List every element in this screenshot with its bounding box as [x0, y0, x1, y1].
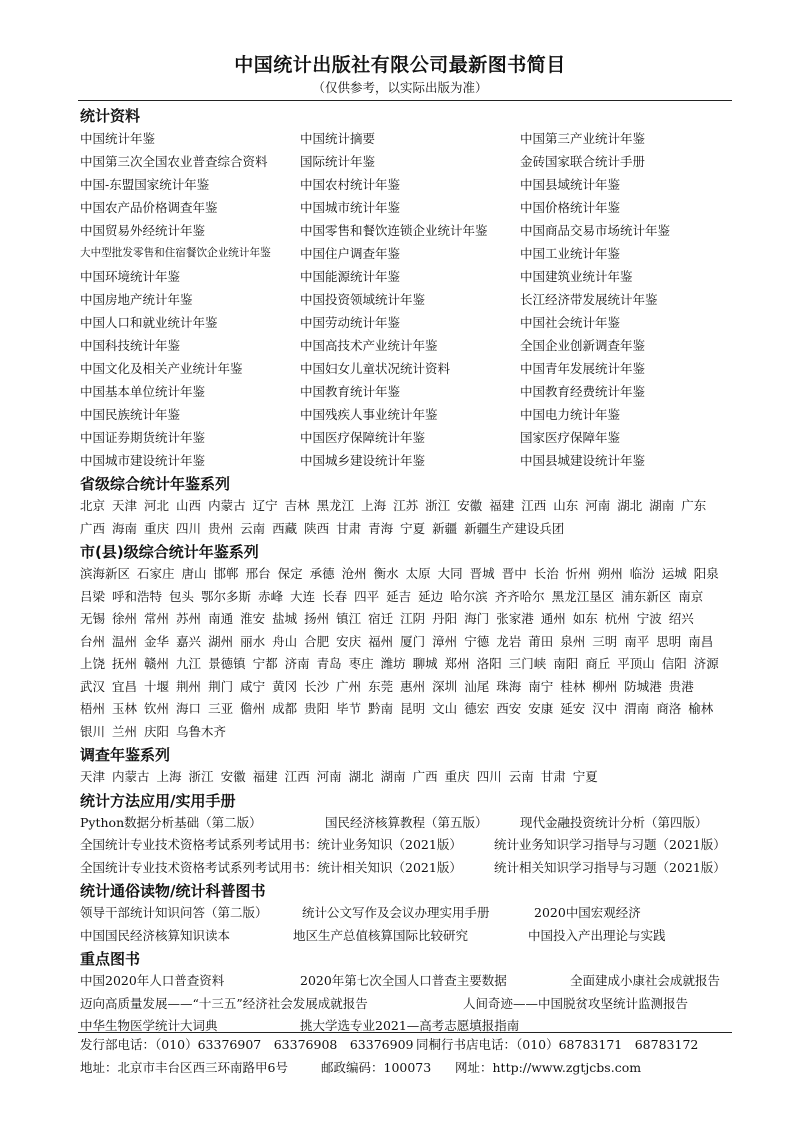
- book-title: 国民经济核算教程（第五版）: [325, 814, 488, 830]
- city-name: 南阳: [553, 656, 579, 671]
- province-name: 山东: [553, 498, 579, 513]
- book-title: 中国县城建设统计年鉴: [520, 453, 646, 468]
- city-name: 四平: [354, 588, 380, 604]
- city-name: 延吉: [386, 588, 412, 604]
- book-title: 金砖国家联合统计手册: [520, 154, 646, 169]
- city-name: 常州: [144, 611, 170, 626]
- city-name: 商丘: [585, 656, 611, 671]
- city-name: 庆阳: [144, 723, 170, 739]
- province-name: 辽宁: [252, 498, 278, 513]
- city-name: 齐齐哈尔: [494, 588, 545, 604]
- city-name: 海门: [464, 611, 490, 626]
- city-name: 宁都: [252, 656, 278, 671]
- footer-website: 网址：http://www.zgtjcbs.com: [455, 1060, 642, 1075]
- city-name: 朔州: [597, 566, 623, 581]
- city-name: 长春: [322, 588, 348, 604]
- city-name: 呼和浩特: [112, 588, 163, 604]
- city-name: 丽水: [240, 633, 266, 649]
- region-name: 上海: [156, 769, 182, 784]
- book-title: 中国国民经济核算知识读本: [80, 927, 231, 943]
- city-name: 济南: [284, 656, 310, 671]
- book-title: 人间奇迹——中国脱贫攻坚统计监测报告: [463, 995, 689, 1011]
- province-name: 陕西: [304, 520, 330, 536]
- book-title: 领导干部统计知识问答（第二版）: [80, 905, 268, 920]
- book-title: 国际统计年鉴: [300, 154, 376, 169]
- book-title: 中国证券期货统计年鉴: [80, 430, 206, 445]
- book-title: 全面建成小康社会成就报告: [570, 973, 721, 988]
- city-name: 昆明: [400, 701, 426, 716]
- book-title: 中国统计摘要: [300, 131, 376, 146]
- province-name: 山西: [176, 498, 202, 513]
- book-title: 中国工业统计年鉴: [520, 246, 621, 261]
- region-name: 天津: [80, 769, 106, 784]
- region-name: 云南: [508, 769, 534, 784]
- book-title: 国家医疗保障年鉴: [520, 430, 621, 445]
- methods-row: [80, 834, 732, 857]
- key-books-row: [80, 970, 732, 993]
- city-name: 贵阳: [304, 701, 330, 716]
- city-name: 钦州: [144, 701, 170, 716]
- province-name: 湖南: [649, 498, 675, 513]
- city-name: 延边: [418, 588, 444, 604]
- province-name: 西藏: [272, 520, 298, 536]
- book-title: 中国高技术产业统计年鉴: [300, 338, 438, 353]
- city-county-list: [80, 563, 732, 743]
- city-name: 黄冈: [272, 678, 298, 694]
- province-name: 福建: [489, 498, 515, 513]
- city-name: 景德镇: [208, 656, 246, 671]
- city-name: 鄂尔多斯: [201, 588, 252, 604]
- city-name: 大连: [290, 588, 316, 604]
- book-title: 中国县域统计年鉴: [520, 177, 621, 192]
- province-name: 海南: [112, 520, 138, 536]
- city-name: 淮安: [240, 611, 266, 626]
- city-name: 安康: [528, 701, 554, 716]
- book-title: 中国科技统计年鉴: [80, 338, 181, 353]
- book-title: 中国2020年人口普查资料: [80, 973, 225, 988]
- city-name: 潍坊: [380, 656, 406, 671]
- city-name: 石家庄: [137, 566, 175, 581]
- city-name: 莆田: [528, 633, 554, 649]
- book-title: 中国农产品价格调查年鉴: [80, 200, 218, 215]
- city-name: 珠海: [496, 678, 522, 694]
- book-title: 中国社会统计年鉴: [520, 315, 621, 330]
- city-name: 绍兴: [668, 611, 694, 626]
- book-title: 中国统计年鉴: [80, 131, 156, 146]
- city-name: 宁波: [636, 611, 662, 626]
- city-name: 扬州: [304, 611, 330, 626]
- city-name: 福州: [368, 633, 394, 649]
- province-name: 北京: [80, 498, 106, 513]
- city-name: 郑州: [444, 656, 470, 671]
- key-books-row: [80, 993, 732, 1016]
- province-name: 上海: [361, 498, 387, 513]
- city-name: 安庆: [336, 633, 362, 649]
- section-heading-city-county: 市(县)级综合统计年鉴系列: [80, 543, 259, 561]
- city-name: 黔南: [368, 701, 394, 716]
- city-name: 吕梁: [80, 588, 106, 604]
- city-name: 运城: [661, 566, 687, 581]
- book-title: 中国医疗保障统计年鉴: [300, 430, 426, 445]
- region-name: 浙江: [188, 769, 214, 784]
- province-name: 四川: [176, 520, 202, 536]
- city-name: 荆州: [176, 678, 202, 694]
- book-title: 中国文化及相关产业统计年鉴: [80, 361, 243, 376]
- city-name: 惠州: [400, 678, 426, 694]
- city-name: 十堰: [144, 678, 170, 694]
- city-name: 聊城: [412, 656, 438, 671]
- city-name: 九江: [176, 656, 202, 671]
- city-name: 保定: [277, 566, 303, 581]
- city-name: 厦门: [400, 633, 426, 649]
- province-name: 新疆: [432, 520, 458, 536]
- book-title: 中国青年发展统计年鉴: [520, 361, 646, 376]
- city-name: 舟山: [272, 633, 298, 649]
- city-name: 信阳: [661, 656, 687, 671]
- city-name: 赣州: [144, 656, 170, 671]
- book-title: 中国-东盟国家统计年鉴: [80, 177, 210, 192]
- book-title: 中国建筑业统计年鉴: [520, 269, 633, 284]
- city-name: 南通: [208, 611, 234, 626]
- book-title: 中国民族统计年鉴: [80, 407, 181, 422]
- book-title: 中国第三产业统计年鉴: [520, 131, 646, 146]
- city-name: 平顶山: [617, 656, 655, 671]
- book-title: 长江经济带发展统计年鉴: [520, 292, 658, 307]
- city-name: 柳州: [592, 678, 618, 694]
- city-name: 滨海新区: [80, 566, 131, 581]
- region-name: 四川: [476, 769, 502, 784]
- catalog-content: [80, 104, 732, 1038]
- book-title: 中国价格统计年鉴: [520, 200, 621, 215]
- region-name: 安徽: [220, 769, 246, 784]
- survey-list: [80, 766, 732, 789]
- city-name: 晋城: [469, 566, 495, 581]
- city-name: 银川: [80, 723, 106, 739]
- province-name: 贵州: [208, 520, 234, 536]
- section-heading-methods: 统计方法应用/实用手册: [80, 791, 236, 810]
- book-title: 中国能源统计年鉴: [300, 269, 401, 284]
- city-name: 济源: [693, 656, 719, 671]
- city-name: 汕尾: [464, 678, 490, 694]
- city-name: 玉林: [112, 701, 138, 716]
- city-name: 桂林: [560, 678, 586, 694]
- city-name: 长治: [533, 566, 559, 581]
- city-name: 南平: [624, 633, 650, 649]
- city-name: 汉中: [592, 701, 618, 716]
- city-name: 邯郸: [213, 566, 239, 581]
- book-title: 中国妇女儿童状况统计资料: [300, 361, 451, 376]
- region-name: 内蒙古: [112, 769, 150, 784]
- city-name: 金华: [144, 633, 170, 649]
- city-name: 盐城: [272, 611, 298, 626]
- city-name: 忻州: [565, 566, 591, 581]
- province-name: 安徽: [457, 498, 483, 513]
- city-name: 三门峡: [508, 656, 547, 671]
- city-name: 衡水: [373, 566, 399, 581]
- city-name: 长沙: [304, 678, 330, 694]
- province-name: 广西: [80, 520, 106, 536]
- city-name: 临汾: [629, 566, 655, 581]
- province-name: 湖北: [617, 498, 643, 513]
- book-title: 中国农村统计年鉴: [300, 177, 401, 192]
- book-title: 中国残疾人事业统计年鉴: [300, 407, 438, 422]
- book-title: 中国第三次全国农业普查综合资料: [80, 154, 268, 169]
- city-name: 南宁: [528, 678, 554, 694]
- book-title: 中国城乡建设统计年鉴: [300, 453, 426, 468]
- city-name: 成都: [272, 701, 298, 716]
- book-title: 全国企业创新调查年鉴: [520, 338, 646, 353]
- city-name: 青岛: [316, 656, 342, 671]
- city-name: 思明: [656, 633, 682, 649]
- methods-row: [80, 857, 732, 880]
- book-title: 迈向高质量发展——“十三五”经济社会发展成就报告: [80, 995, 368, 1011]
- province-name: 内蒙古: [208, 498, 246, 513]
- book-title: 中国城市建设统计年鉴: [80, 453, 206, 468]
- page-title: 中国统计出版社有限公司最新图书简目: [234, 54, 566, 76]
- footer-issue-dept-phone: 发行部电话：（010）63376907 63376908 63376909: [80, 1037, 414, 1052]
- city-name: 苏州: [176, 611, 202, 626]
- region-name: 江西: [284, 769, 310, 784]
- book-title: 中国教育经费统计年鉴: [520, 384, 646, 399]
- city-name: 邢台: [245, 566, 271, 581]
- city-name: 广州: [336, 678, 362, 694]
- region-name: 湖南: [380, 769, 406, 784]
- province-name: 云南: [240, 520, 266, 536]
- province-name: 广东: [681, 498, 707, 513]
- region-name: 河南: [316, 769, 342, 784]
- book-title: 中国人口和就业统计年鉴: [80, 315, 218, 330]
- city-name: 梧州: [80, 701, 106, 716]
- stats-materials-list: [80, 127, 732, 472]
- book-title: Python数据分析基础（第二版）: [80, 814, 262, 830]
- city-name: 东莞: [368, 678, 394, 694]
- city-name: 兰州: [112, 723, 138, 739]
- book-title: 全国统计专业技术资格考试系列考试用书：统计业务知识（2021版）: [80, 837, 462, 852]
- book-title: 统计业务知识学习指导与习题（2021版）: [494, 837, 726, 852]
- city-name: 阳泉: [693, 566, 719, 581]
- province-name: 甘肃: [336, 520, 362, 536]
- city-name: 通州: [540, 611, 566, 626]
- book-title: 大中型批发零售和住宿餐饮企业统计年鉴: [80, 247, 271, 259]
- province-name: 宁夏: [400, 520, 426, 536]
- city-name: 宁德: [464, 633, 490, 649]
- province-name: 新疆生产建设兵团: [464, 520, 565, 536]
- book-title: 统计相关知识学习指导与习题（2021版）: [494, 859, 726, 875]
- city-name: 唐山: [181, 566, 207, 581]
- city-name: 黑龙江垦区: [551, 588, 615, 604]
- province-name: 江西: [521, 498, 547, 513]
- city-name: 龙岩: [496, 633, 522, 649]
- city-name: 泉州: [560, 633, 586, 649]
- city-name: 江阴: [400, 611, 426, 626]
- city-name: 晋中: [501, 566, 527, 581]
- section-heading-popular: 统计通俗读物/统计科普图书: [80, 882, 266, 900]
- book-title: 全国统计专业技术资格考试系列考试用书：统计相关知识（2021版）: [80, 859, 462, 875]
- section-heading-key-books: 重点图书: [80, 950, 141, 968]
- book-title: 中国贸易外经统计年鉴: [80, 223, 206, 238]
- book-title: 2020年第七次全国人口普查主要数据: [300, 973, 507, 988]
- city-name: 德宏: [464, 701, 490, 716]
- city-name: 乌鲁木齐: [176, 723, 227, 739]
- city-name: 无锡: [80, 611, 106, 626]
- city-name: 如东: [572, 611, 598, 626]
- footer-postcode: 邮政编码：100073: [321, 1060, 432, 1075]
- province-name: 江苏: [393, 498, 419, 513]
- book-title: 中国教育统计年鉴: [300, 384, 401, 399]
- city-name: 嘉兴: [176, 633, 202, 649]
- city-name: 镇江: [336, 611, 362, 626]
- region-name: 宁夏: [572, 769, 598, 784]
- city-name: 温州: [112, 633, 138, 649]
- city-name: 湖州: [208, 633, 234, 649]
- city-name: 浦东新区: [621, 588, 672, 604]
- city-name: 海口: [176, 701, 202, 716]
- provincial-list: [80, 495, 732, 540]
- city-name: 贵港: [668, 678, 694, 694]
- top-divider: [78, 100, 732, 101]
- book-title: 中国投入产出理论与实践: [528, 927, 666, 943]
- city-name: 抚州: [112, 656, 138, 671]
- city-name: 洛阳: [476, 656, 502, 671]
- city-name: 张家港: [496, 611, 534, 626]
- city-name: 咸宁: [240, 678, 266, 694]
- book-title: 地区生产总值核算国际比较研究: [293, 927, 469, 943]
- city-name: 商洛: [656, 701, 682, 716]
- region-name: 广西: [412, 769, 438, 784]
- province-name: 河南: [585, 498, 611, 513]
- book-title: 中国投资领域统计年鉴: [300, 292, 426, 307]
- city-name: 深圳: [432, 678, 458, 694]
- city-name: 渭南: [624, 701, 650, 716]
- city-name: 上饶: [80, 656, 106, 671]
- city-name: 三明: [592, 633, 618, 649]
- region-name: 甘肃: [540, 769, 566, 784]
- city-name: 漳州: [432, 633, 458, 649]
- city-name: 武汉: [80, 678, 106, 694]
- book-title: 中国住户调查年鉴: [300, 246, 401, 261]
- city-name: 西安: [496, 701, 522, 716]
- city-name: 杭州: [604, 611, 630, 626]
- book-title: 2020中国宏观经济: [534, 905, 641, 920]
- city-name: 延安: [560, 701, 586, 716]
- region-name: 福建: [252, 769, 278, 784]
- city-name: 太原: [405, 566, 431, 581]
- book-title: 中国城市统计年鉴: [300, 200, 401, 215]
- book-title: 中国电力统计年鉴: [520, 407, 621, 422]
- book-title: 中国零售和餐饮连锁企业统计年鉴: [300, 223, 488, 238]
- region-name: 重庆: [444, 769, 470, 784]
- city-name: 毕节: [336, 701, 362, 716]
- city-name: 榆林: [688, 701, 714, 716]
- city-name: 南京: [678, 588, 704, 604]
- city-name: 防城港: [624, 678, 662, 694]
- book-title: 中国商品交易市场统计年鉴: [520, 223, 671, 238]
- book-title: 中国劳动统计年鉴: [300, 315, 401, 330]
- province-name: 黑龙江: [316, 498, 355, 513]
- book-title: 现代金融投资统计分析（第四版）: [520, 814, 708, 830]
- city-name: 丹阳: [432, 611, 458, 626]
- book-title: 中华生物医学统计大词典: [80, 1018, 218, 1033]
- city-name: 儋州: [240, 701, 266, 716]
- city-name: 宿迁: [368, 611, 394, 626]
- city-name: 哈尔滨: [450, 588, 488, 604]
- city-name: 大同: [437, 566, 463, 581]
- city-name: 沧州: [341, 566, 367, 581]
- city-name: 文山: [432, 701, 458, 716]
- city-name: 枣庄: [348, 656, 374, 671]
- section-heading-provincial: 省级综合统计年鉴系列: [80, 475, 231, 493]
- book-title: 统计公文写作及会议办理实用手册: [302, 905, 490, 920]
- province-name: 重庆: [144, 520, 170, 536]
- city-name: 宜昌: [112, 678, 138, 694]
- city-name: 徐州: [112, 611, 138, 626]
- city-name: 承德: [309, 566, 335, 581]
- city-name: 荆门: [208, 678, 234, 694]
- province-name: 吉林: [284, 498, 310, 513]
- popular-row: [80, 902, 732, 925]
- region-name: 湖北: [348, 769, 374, 784]
- province-name: 浙江: [425, 498, 451, 513]
- page-subtitle: （仅供参考，以实际出版为准）: [312, 80, 488, 95]
- book-title: 中国房地产统计年鉴: [80, 292, 193, 307]
- book-title: 中国基本单位统计年鉴: [80, 384, 206, 399]
- city-name: 台州: [80, 633, 106, 649]
- bottom-divider: [78, 1032, 732, 1033]
- popular-row: [80, 925, 732, 948]
- province-name: 河北: [144, 498, 170, 513]
- book-title: 挑大学选专业2021—高考志愿填报指南: [300, 1018, 520, 1033]
- section-heading-stats-materials: 统计资料: [80, 107, 141, 125]
- book-title: 中国环境统计年鉴: [80, 269, 181, 284]
- footer-store-phone: 同桐行书店电话：（010）68783171 68783172: [416, 1037, 699, 1052]
- province-name: 天津: [112, 498, 138, 513]
- methods-row: [80, 812, 732, 835]
- section-heading-survey: 调查年鉴系列: [80, 746, 171, 764]
- city-name: 南昌: [688, 633, 714, 649]
- city-name: 包头: [169, 588, 195, 604]
- city-name: 合肥: [304, 633, 330, 649]
- city-name: 赤峰: [258, 588, 284, 604]
- footer-address: 地址：北京市丰台区西三环南路甲6号: [80, 1060, 288, 1075]
- province-name: 青海: [368, 520, 394, 536]
- city-name: 三亚: [208, 701, 234, 716]
